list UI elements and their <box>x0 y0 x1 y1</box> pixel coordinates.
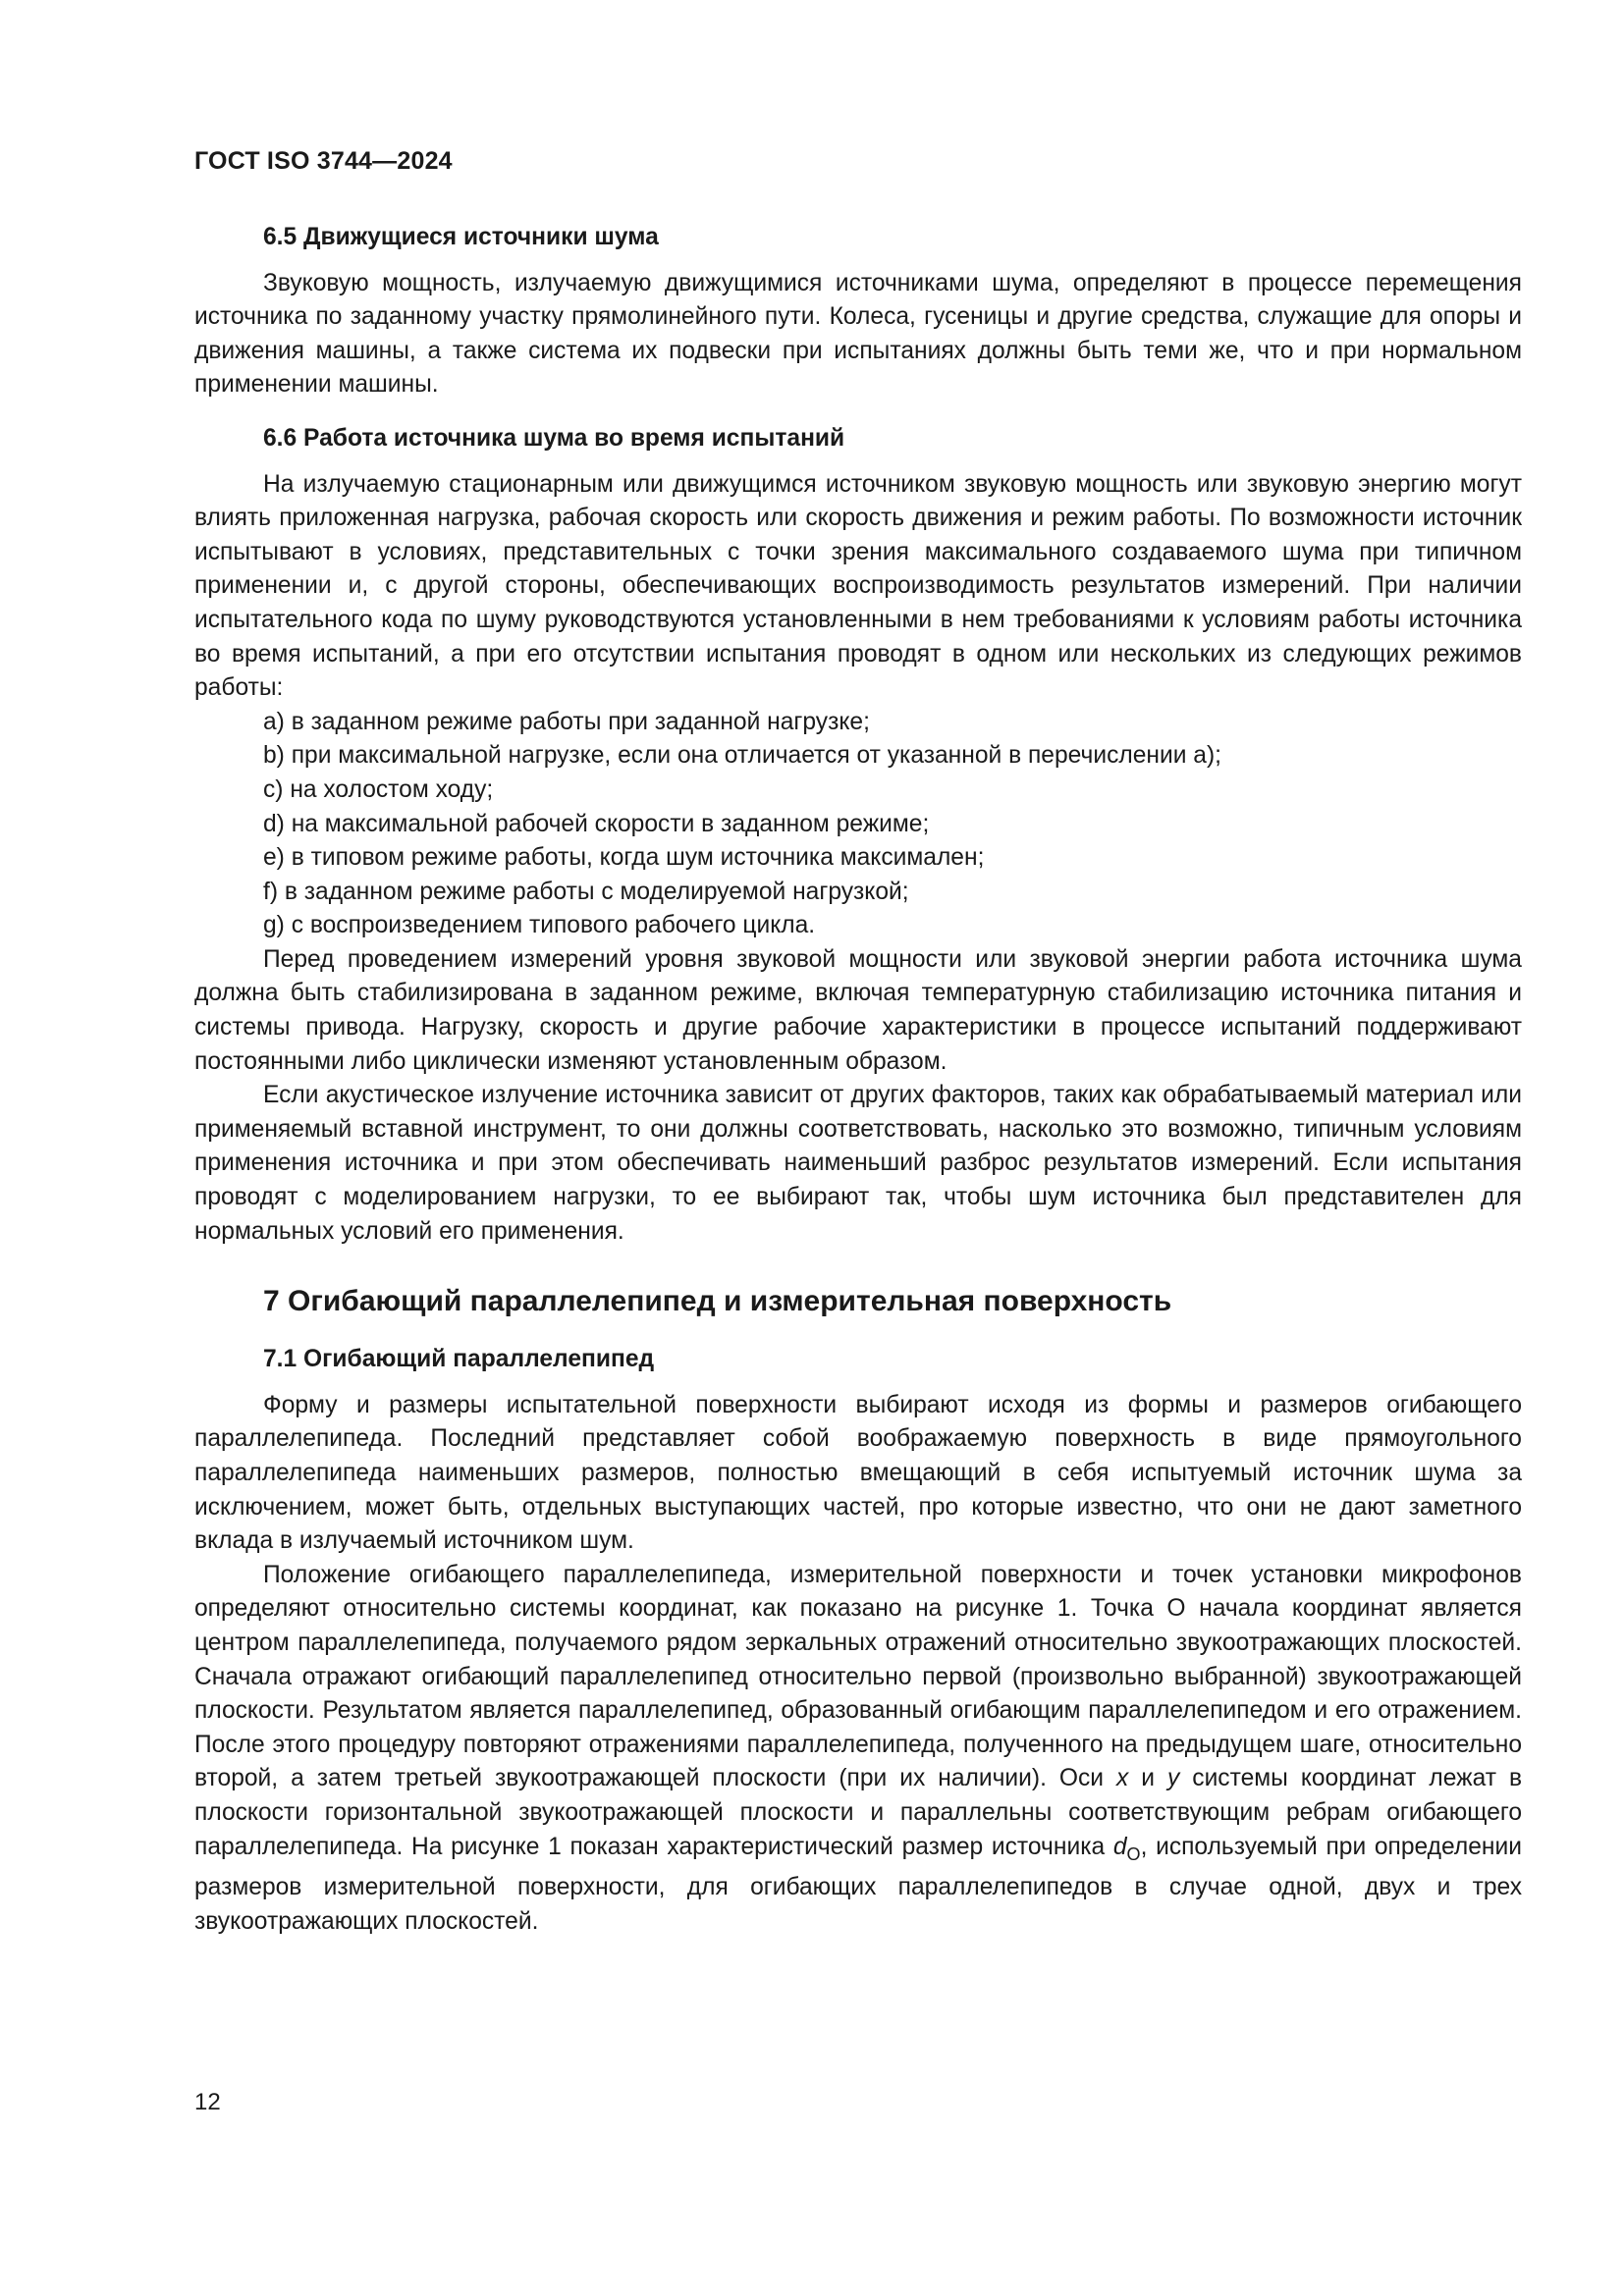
page-number: 12 <box>194 2089 221 2115</box>
list-item: g) с воспроизведением типового рабочего цикла. <box>263 912 816 939</box>
section-6-5-paragraph: Звуковую мощность, излучаемую движущимися источниками шума, определяют в процессе перемещения источника по заданному участку прямолинейного пути. Колеса, гусеницы и другие средства, служащие для опоры и движения машины, а также система их подвески при испытаниях должны быть теми же, что и при нормальном применении машины. <box>194 269 1522 399</box>
section-7-1-paragraph-1: Форму и размеры испытательной поверхности выбирают исходя из формы и размеров огибающего параллелепипеда. Последний представляет собой воображаемую поверхность в виде прямоугольного параллелепипеда наименьших размеров, полностью вмещающий в себя испытуемый источник шума за исключением, может быть, отдельных выступающих частей, про которые известно, что они не дают заметного вклада в излучаемый источником шум. <box>194 1391 1522 1555</box>
paragraph-text: и <box>1128 1765 1167 1792</box>
variable-x: x <box>1116 1765 1129 1792</box>
section-6-6-heading: 6.6 Работа источника шума во время испытаний <box>263 424 845 452</box>
operating-modes-list <box>194 706 1522 943</box>
list-item: f) в заданном режиме работы с моделируемой нагрузкой; <box>263 878 909 905</box>
section-7-1-paragraph-2 <box>194 1559 1522 1940</box>
list-item: d) на максимальной рабочей скорости в заданном режиме; <box>263 810 930 837</box>
paragraph-text: системы координат лежат в плоскости горизонтальной звукоотражающей плоскости и параллельны соответствующим ребрам огибающего параллелепипеда. На рисунке 1 показан характеристический размер источника <box>194 1765 1523 1860</box>
section-7-1-heading: 7.1 Огибающий параллелепипед <box>263 1346 655 1373</box>
section-7-heading: 7 Огибающий параллелепипед и измерительная поверхность <box>263 1285 1172 1318</box>
section-6-6-paragraph-3: Если акустическое излучение источника зависит от других факторов, таких как обрабатываемый материал или применяемый вставной инструмент, то они должны соответствовать, насколько это возможно, типичным условиям применения источника и при этом обеспечивать наименьший разброс результатов измерений. Если испытания проводят с моделированием нагрузки, то ее выбирают так, чтобы шум источника был представителен для нормальных условий его применения. <box>194 1082 1522 1245</box>
standard-designation-header: ГОСТ ISO 3744—2024 <box>194 147 453 175</box>
list-item: a) в заданном режиме работы при заданной нагрузке; <box>263 708 870 735</box>
list-item: c) на холостом ходу; <box>263 775 494 803</box>
section-6-6-paragraph-1: На излучаемую стационарным или движущимся источником звуковую мощность или звуковую энергию могут влиять приложенная нагрузка, рабочая скорость или скорость движения и режим работы. По возможности источник испытывают в условиях, представительных с точки зрения максимального создаваемого шума при типичном применении и, с другой стороны, обеспечивающих воспроизводимость результатов измерений. При наличии испытательного кода по шуму руководствуются установленными в нем требованиями к условиям работы источника во время испытаний, а при его отсутствии испытания проводят в одном или нескольких из следующих режимов работы: <box>194 470 1522 702</box>
list-item: b) при максимальной нагрузке, если она отличается от указанной в перечислении а); <box>263 742 1221 770</box>
paragraph-text: Положение огибающего параллелепипеда, измерительной поверхности и точек установки микрофонов определяют относительно системы координат, как показано на рисунке 1. Точка О начала координат является центром параллелепипеда, получаемого рядом зеркальных отражений относительно звукоотражающих плоскостей. Сначала отражают огибающий параллелепипед относительно первой (произвольно выбранной) звукоотражающей плоскости. Результатом является параллелепипед, образованный огибающим параллелепипедом и его отражением. После этого процедуру повторяют отражениями параллелепипеда, полученного на предыдущем шаге, относительно второй, а затем третьей звукоотражающей плоскости (при их наличии). Оси <box>194 1561 1522 1792</box>
variable-d: d <box>1112 1833 1127 1860</box>
section-6-6-paragraph-2: Перед проведением измерений уровня звуковой мощности или звуковой энергии работа источника шума должна быть стабилизирована в заданном режиме, включая температурную стабилизацию источника питания и системы привода. Нагрузку, скорость и другие рабочие характеристики в процессе испытаний поддерживают постоянными либо циклически изменяют установленным образом. <box>194 945 1522 1075</box>
section-6-5-heading: 6.5 Движущиеся источники шума <box>263 224 659 250</box>
variable-d-subscript: O <box>1126 1843 1141 1864</box>
list-item: e) в типовом режиме работы, когда шум источника максимален; <box>263 844 985 872</box>
paragraph-text: , используемый при определении размеров измерительной поверхности, для огибающих параллелепипедов в случае одной, двух и трех звукоотражающих плоскостей. <box>194 1833 1522 1935</box>
variable-y: y <box>1167 1765 1180 1792</box>
document-body <box>194 221 1522 1939</box>
